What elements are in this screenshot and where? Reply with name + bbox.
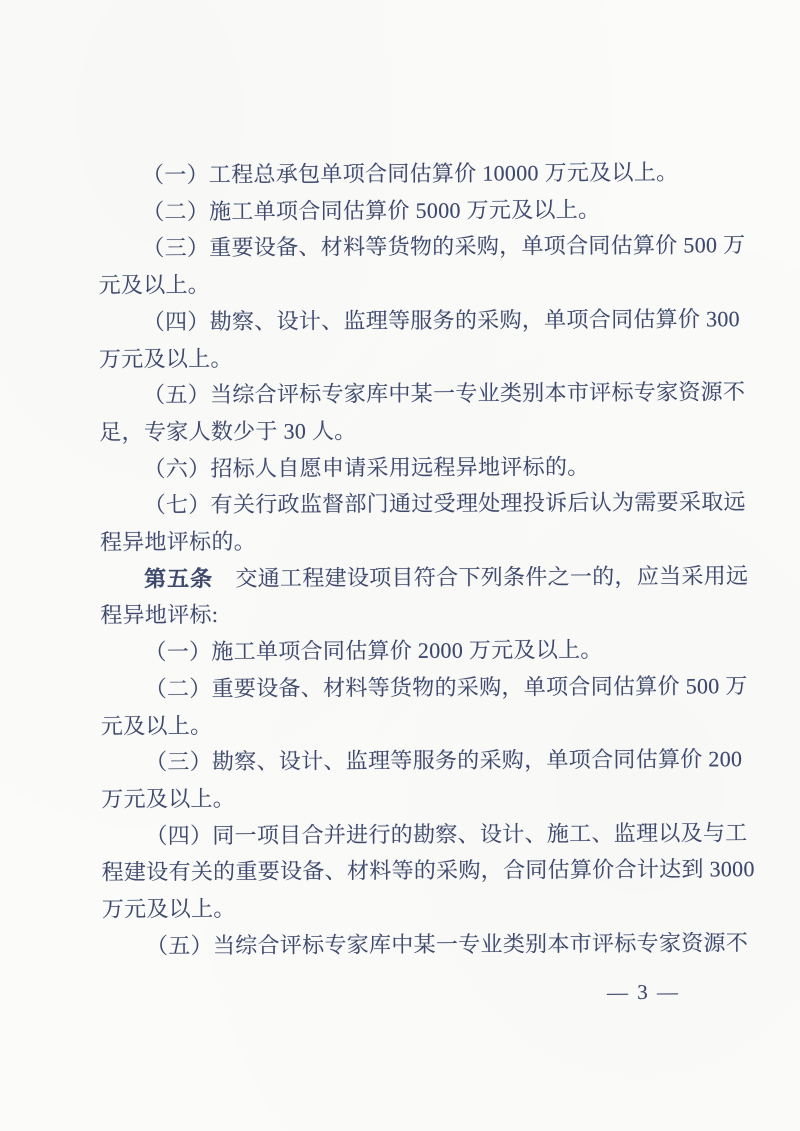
text-line: （六）招标人自愿申请采用远程异地评标的。 <box>143 453 590 481</box>
text-line: 万元及以上。 <box>101 895 236 922</box>
text-line: 万元及以上。 <box>101 785 236 812</box>
paragraph <box>98 228 746 305</box>
text-line: 程异地评标的。 <box>99 528 257 555</box>
text-line: （二）施工单项合同估算价 5000 万元及以上。 <box>142 196 601 225</box>
paragraph <box>99 448 699 488</box>
paragraph <box>99 485 746 562</box>
text-line: （四）勘察、设计、监理等服务的采购，单项合同估算价 300 <box>142 306 741 335</box>
text-line: 程异地评标: <box>100 602 219 629</box>
document-body <box>98 154 755 965</box>
text-line: 万元及以上。 <box>98 345 233 372</box>
page-number: — 3 — <box>606 979 681 1005</box>
text-line: （一）工程总承包单项合同估算价 10000 万元及以上。 <box>141 159 679 188</box>
text-line: （一）施工单项合同估算价 2000 万元及以上。 <box>144 637 603 665</box>
text-line <box>100 558 749 598</box>
paragraph <box>102 925 749 965</box>
paragraph <box>98 301 741 378</box>
text-line: 足，专家人数少于 30 人。 <box>99 418 357 445</box>
text-line-rest: 交通工程建设项目符合下列条件之一的，应当采用远 <box>213 562 749 591</box>
paragraph <box>101 742 743 819</box>
paragraph <box>101 815 755 928</box>
text-line: 元及以上。 <box>98 272 211 298</box>
paragraph <box>98 191 698 231</box>
text-line: （三）勘察、设计、监理等服务的采购，单项合同估算价 200 <box>144 746 743 775</box>
text-line: 元及以上。 <box>100 712 213 739</box>
text-line: （四）同一项目合并进行的勘察、设计、施工、监理以及与工 <box>145 819 748 848</box>
text-line: （二）重要设备、材料等货物的采购，单项合同估算价 500 万 <box>144 673 748 702</box>
text-line: （七）有关行政监督部门通过受理处理投诉后认为需要采取远 <box>143 489 746 518</box>
text-line: （五）当综合评标专家库中某一专业类别本市评标专家资源不 <box>143 379 746 408</box>
text-line: （三）重要设备、材料等货物的采购，单项合同估算价 500 万 <box>142 232 746 261</box>
paragraph <box>99 375 746 452</box>
text-line: （五）当综合评标专家库中某一专业类别本市评标专家资源不 <box>145 929 749 959</box>
paragraph <box>100 632 700 672</box>
text-line: 程建设有关的重要设备、材料等的采购，合同估算价合计达到 3000 <box>101 856 755 885</box>
paragraph <box>98 154 698 194</box>
paragraph <box>100 558 749 635</box>
article-number: 第五条 <box>144 565 214 592</box>
paragraph <box>100 668 748 745</box>
